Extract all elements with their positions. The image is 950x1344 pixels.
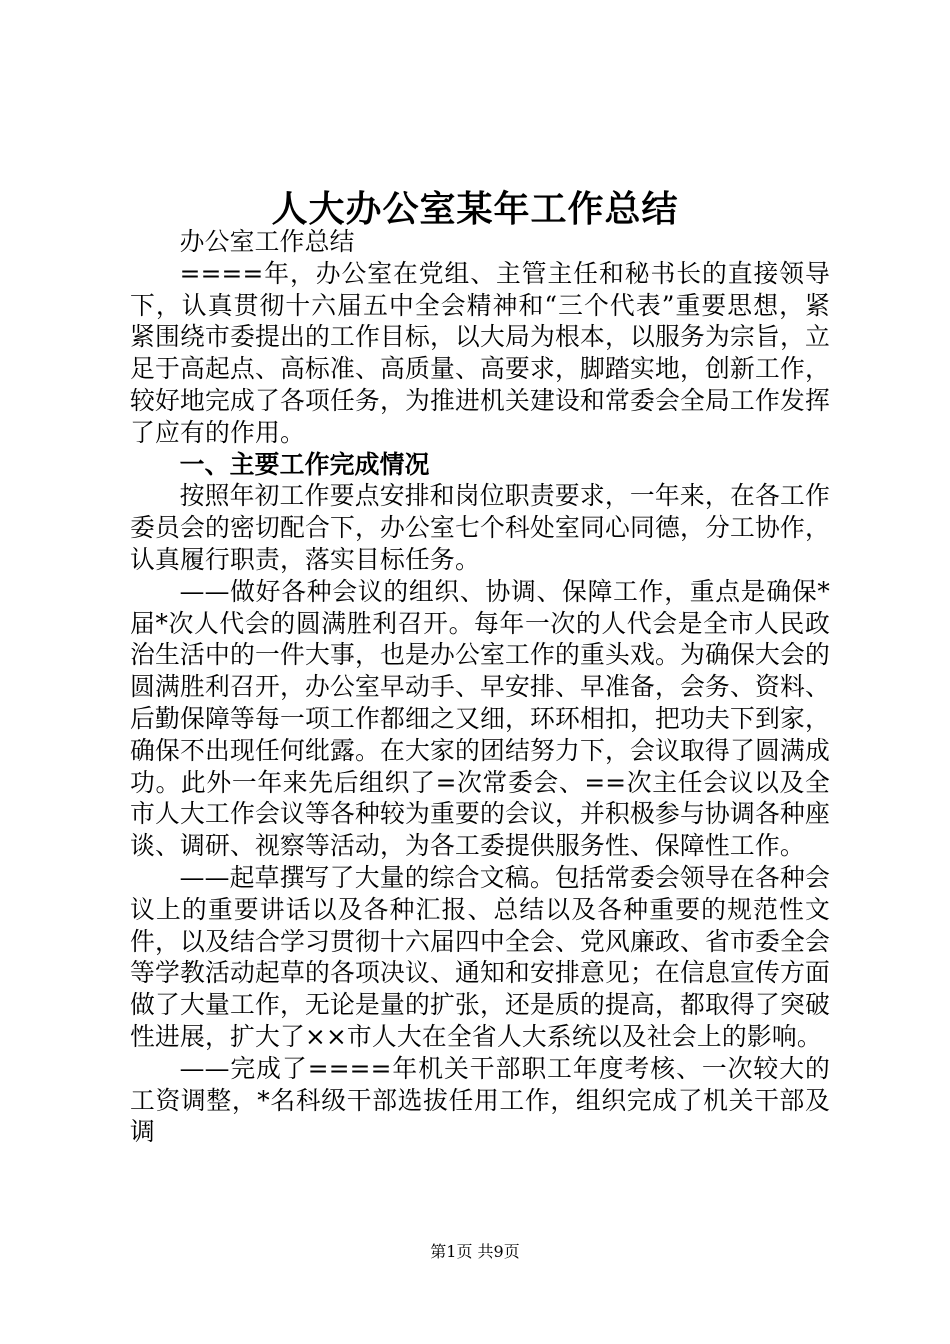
- paragraph-intro: ====年，办公室在党组、主管主任和秘书长的直接领导下，认真贯彻十六届五中全会精神和“三个代表”重要思想，紧紧围绕市委提出的工作目标，以大局为根本，以服务为宗旨，立足于高起点、高标准、高质量、高要求，脚踏实地，创新工作，较好地完成了各项任务，为推进机关建设和常委会全局工作发挥了应有的作用。: [130, 258, 830, 447]
- document-title: 人大办公室某年工作总结: [271, 188, 679, 230]
- paragraph-overview: 按照年初工作要点安排和岗位职责要求，一年来，在各工作委员会的密切配合下，办公室七个科处室同心同德，分工协作，认真履行职责，落实目标任务。: [130, 481, 830, 574]
- document-body: [130, 226, 830, 1148]
- paragraph-personnel: ——完成了====年机关干部职工年度考核、一次较大的工资调整，*名科级干部选拔任用工作，组织完成了机关干部及调: [130, 1053, 830, 1147]
- page-number-footer: 第1页 共9页: [430, 1242, 520, 1261]
- paragraph-meetings: ——做好各种会议的组织、协调、保障工作，重点是确保*届*次人代会的圆满胜利召开。每年一次的人代会是全市人民政治生活中的一件大事，也是办公室工作的重头戏。为确保大会的圆满胜利召开，办公室早动手、早安排、早准备，会务、资料、后勤保障等每一项工作都细之又细，环环相扣，把功夫下到家，确保不出现任何纰露。在大家的团结努力下，会议取得了圆满成功。此外一年来先后组织了=次常委会、==次主任会议以及全市人大工作会议等各种较为重要的会议，并积极参与协调各种座谈、调研、视察等活动，为各工委提供服务性、保障性工作。: [130, 576, 830, 861]
- section-heading: 一、主要工作完成情况: [179, 449, 430, 479]
- paragraph-subtitle: 办公室工作总结: [179, 227, 355, 256]
- paragraph-drafting: ——起草撰写了大量的综合文稿。包括常委会领导在各种会议上的重要讲话以及各种汇报、总结以及各种重要的规范性文件，以及结合学习贯彻十六届四中全会、党风廉政、省市委全会等学教活动起草的各项决议、通知和安排意见；在信息宣传方面做了大量工作，无论是量的扩张，还是质的提高，都取得了突破性进展，扩大了××市人大在全省人大系统以及社会上的影响。: [130, 862, 830, 1051]
